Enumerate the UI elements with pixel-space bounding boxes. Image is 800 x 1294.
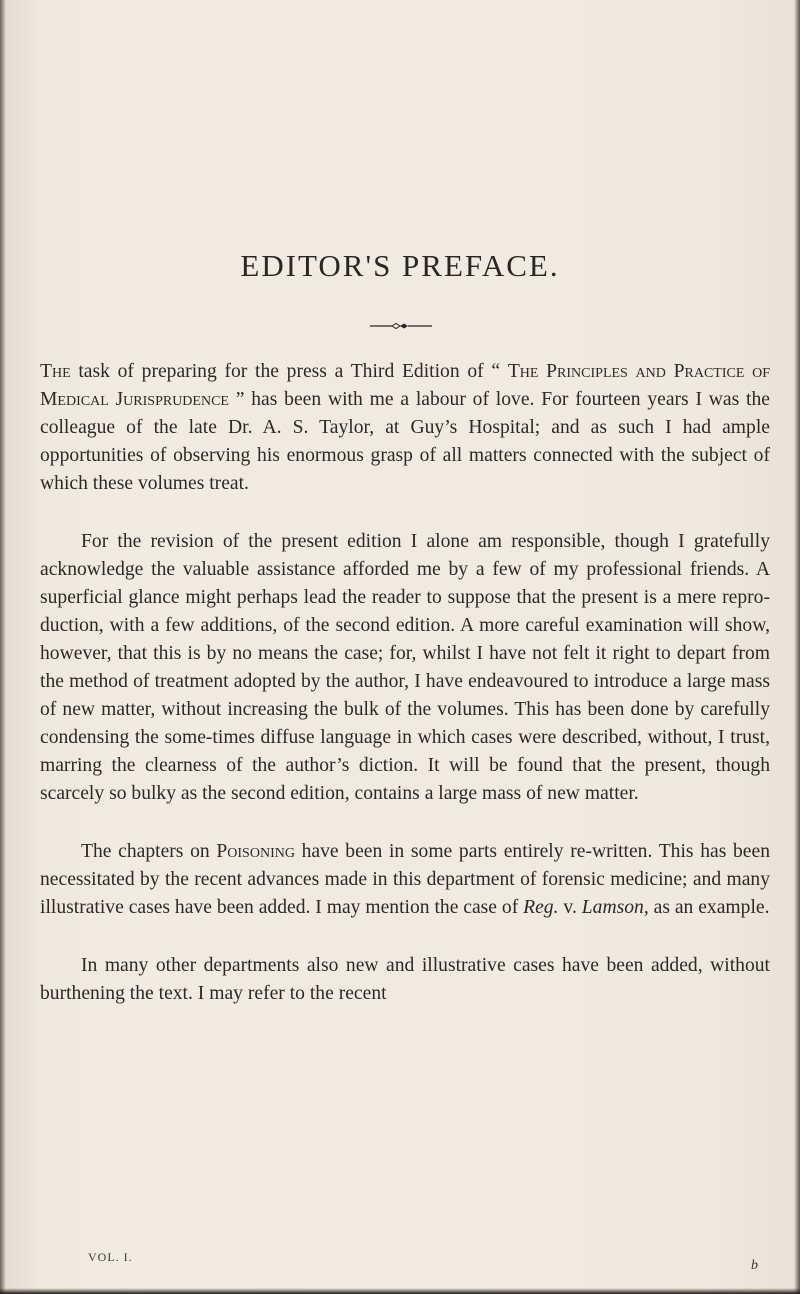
divider-ornament <box>370 322 432 330</box>
paragraph-3-text-a: The chapters on <box>81 841 217 862</box>
paragraph-3-text-b: have been in some parts entirely re-written. This has been necessitated by the recent advances made in this department of forensic medicine; and many illustrative cases have been added. I may mention the case of <box>40 841 770 918</box>
preface-body <box>40 358 770 1038</box>
case-name-reg: Reg. <box>523 897 559 918</box>
paragraph-1-text-b: ” has been with me a labour of love. For fourteen years I was the colleague of the late Dr. A. S. Taylor, at Guy’s Hospital; and as such I had ample opportunities of observing his enormous grasp of all matters connected with the subject of which these volumes treat. <box>40 389 770 494</box>
case-name-lamson: Lamson, <box>581 897 649 918</box>
page-footer <box>88 1250 758 1274</box>
page-binding-shadow <box>0 0 6 1294</box>
volume-marker: VOL. I. <box>88 1250 133 1264</box>
preface-heading: EDITOR'S PREFACE. <box>240 248 560 283</box>
paragraph-4: In many other departments also new and illustrative cases have been added, without burthening the text. I may refer to the recent <box>40 955 770 1004</box>
paragraph-1-lead: The <box>40 361 71 382</box>
poisoning-small-caps: Poisoning <box>216 841 295 862</box>
paragraph-2: For the revision of the present edition I alone am responsible, though I gratefully acknowledge the valuable assistance afforded me by a few of my professional friends. A superficial glance might perhaps lead the reader to suppose that the present is a mere repro-duction, with a few additions, of the second edition. A more careful examination will show, however, that this is by no means the case; for, whilst I have not felt it right to depart from the method of treatment adopted by the author, I have endeavoured to introduce a large mass of new matter, without increasing the bulk of the volumes. This has been done by carefully condensing the some-times diffuse language in which cases were described, without, I trust, marring the clearness of the author’s diction. It will be found that the present, though scarcely so bulky as the second edition, contains a large mass of new matter. <box>40 531 770 804</box>
paragraph-3-text-c: v. <box>558 897 582 918</box>
page-bottom-edge-shadow <box>0 1288 800 1294</box>
paragraph-3-text-d: as an example. <box>648 897 770 918</box>
paragraph-3 <box>40 838 770 922</box>
page-right-edge-shadow <box>794 0 800 1294</box>
paragraph-1 <box>40 358 770 498</box>
signature-mark: b <box>751 1258 758 1273</box>
book-title-small-caps: The Principles and Practice of Medical Jurisprudence <box>40 361 770 410</box>
paragraph-1-text-a: task of preparing for the press a Third Edition of “ <box>70 361 508 382</box>
